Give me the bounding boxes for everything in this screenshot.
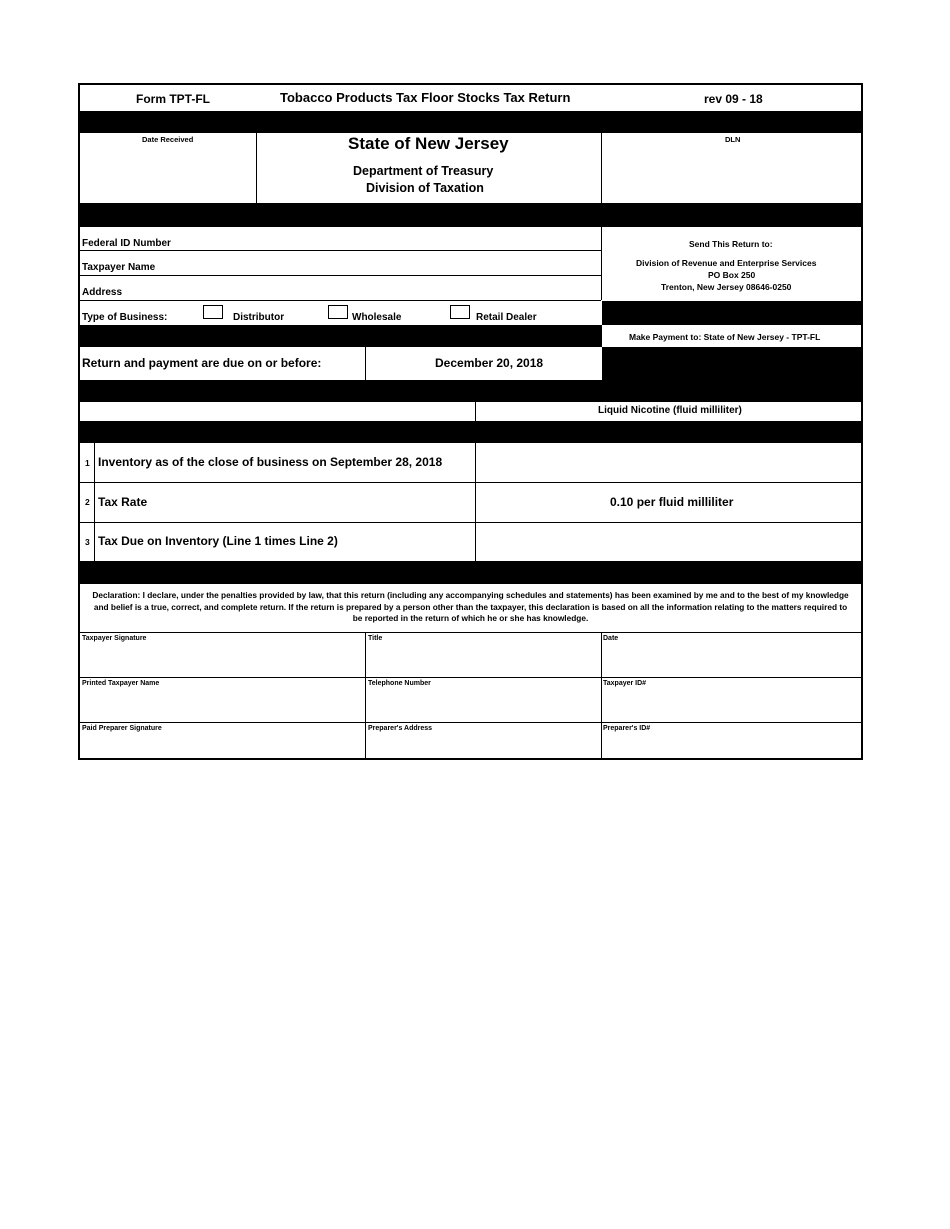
declaration-text: Declaration: I declare, under the penalties provided by law, that this return (including any accompanying schedules and statements) has been examined by me and to the best of my knowledge and belief is a true, correct, and complete return. If the return is prepared by a person other than the taxpayer, this declaration is based on all the information relating to the matters required to be reported in the return of which he or she has knowledge. [92,590,849,623]
line-1-label: Inventory as of the close of business on September 28, 2018 [98,455,443,469]
taxpayer-signature-field[interactable]: Taxpayer Signature [82,635,147,642]
federal-id-label: Federal ID Number [82,238,171,249]
line-2-value: 0.10 per fluid milliliter [610,495,734,509]
rule [80,522,861,523]
rule [80,300,601,301]
tax-return-form [78,83,863,760]
due-date-label: Return and payment are due on or before: [82,356,322,370]
line-number: 2 [85,497,90,507]
form-title: Tobacco Products Tax Floor Stocks Tax Return [280,90,571,105]
rule [80,250,601,251]
title-field[interactable]: Title [368,635,383,642]
send-to-line-2: PO Box 250 [708,270,756,280]
distributor-checkbox[interactable] [203,305,223,319]
divider [601,632,602,760]
taxpayer-id-field[interactable]: Taxpayer ID# [603,680,647,687]
separator-bar [602,301,861,325]
date-field[interactable]: Date [603,635,619,642]
divider [94,443,95,561]
form-revision: rev 09 - 18 [704,92,763,106]
state-heading: State of New Jersey [348,134,509,153]
rule [80,722,861,723]
divider [365,347,366,381]
business-type-label: Type of Business: [82,312,168,323]
division-heading: Division of Taxation [366,181,484,195]
divider [601,227,602,300]
send-to-label: Send This Return to: [689,239,773,249]
separator-bar [80,111,861,133]
rule [80,677,861,678]
line-number: 3 [85,537,90,547]
wholesale-checkbox[interactable] [328,305,348,319]
rule [80,482,861,483]
distributor-label: Distributor [233,312,285,323]
date-received-label: Date Received [142,135,194,144]
column-header: Liquid Nicotine (fluid milliliter) [598,405,742,416]
taxpayer-name-label: Taxpayer Name [82,262,156,273]
separator-bar [80,381,861,402]
printed-name-field[interactable]: Printed Taxpayer Name [82,680,160,687]
separator-bar [80,203,861,227]
due-date-value: December 20, 2018 [435,356,544,370]
preparer-signature-field[interactable]: Paid Preparer Signature [82,725,162,732]
divider [475,443,476,561]
divider [601,133,602,203]
wholesale-label: Wholesale [352,312,402,323]
separator-bar [80,561,861,584]
line-1-input[interactable] [477,445,859,481]
line-number: 1 [85,458,90,468]
divider [475,402,476,421]
send-to-line-1: Division of Revenue and Enterprise Services [636,258,817,268]
make-payment-to: Make Payment to: State of New Jersey - TPT-FL [629,332,821,342]
divider [256,133,257,203]
address-label: Address [82,287,123,298]
rule [80,275,601,276]
rule [80,632,861,633]
send-to-line-3: Trenton, New Jersey 08646-0250 [661,282,792,292]
preparer-id-field[interactable]: Preparer's ID# [603,725,651,732]
department-heading: Department of Treasury [353,164,494,178]
preparer-address-field[interactable]: Preparer's Address [368,725,433,732]
line-3-input[interactable] [477,524,859,560]
retail-dealer-checkbox[interactable] [450,305,470,319]
telephone-field[interactable]: Telephone Number [368,680,431,687]
separator-bar [80,325,602,347]
line-3-label: Tax Due on Inventory (Line 1 times Line 2) [98,534,338,548]
dln-label: DLN [725,135,741,144]
divider [365,632,366,760]
form-id: Form TPT-FL [136,92,210,106]
separator-bar [80,421,861,443]
line-2-label: Tax Rate [98,495,148,509]
retail-dealer-label: Retail Dealer [476,312,537,323]
